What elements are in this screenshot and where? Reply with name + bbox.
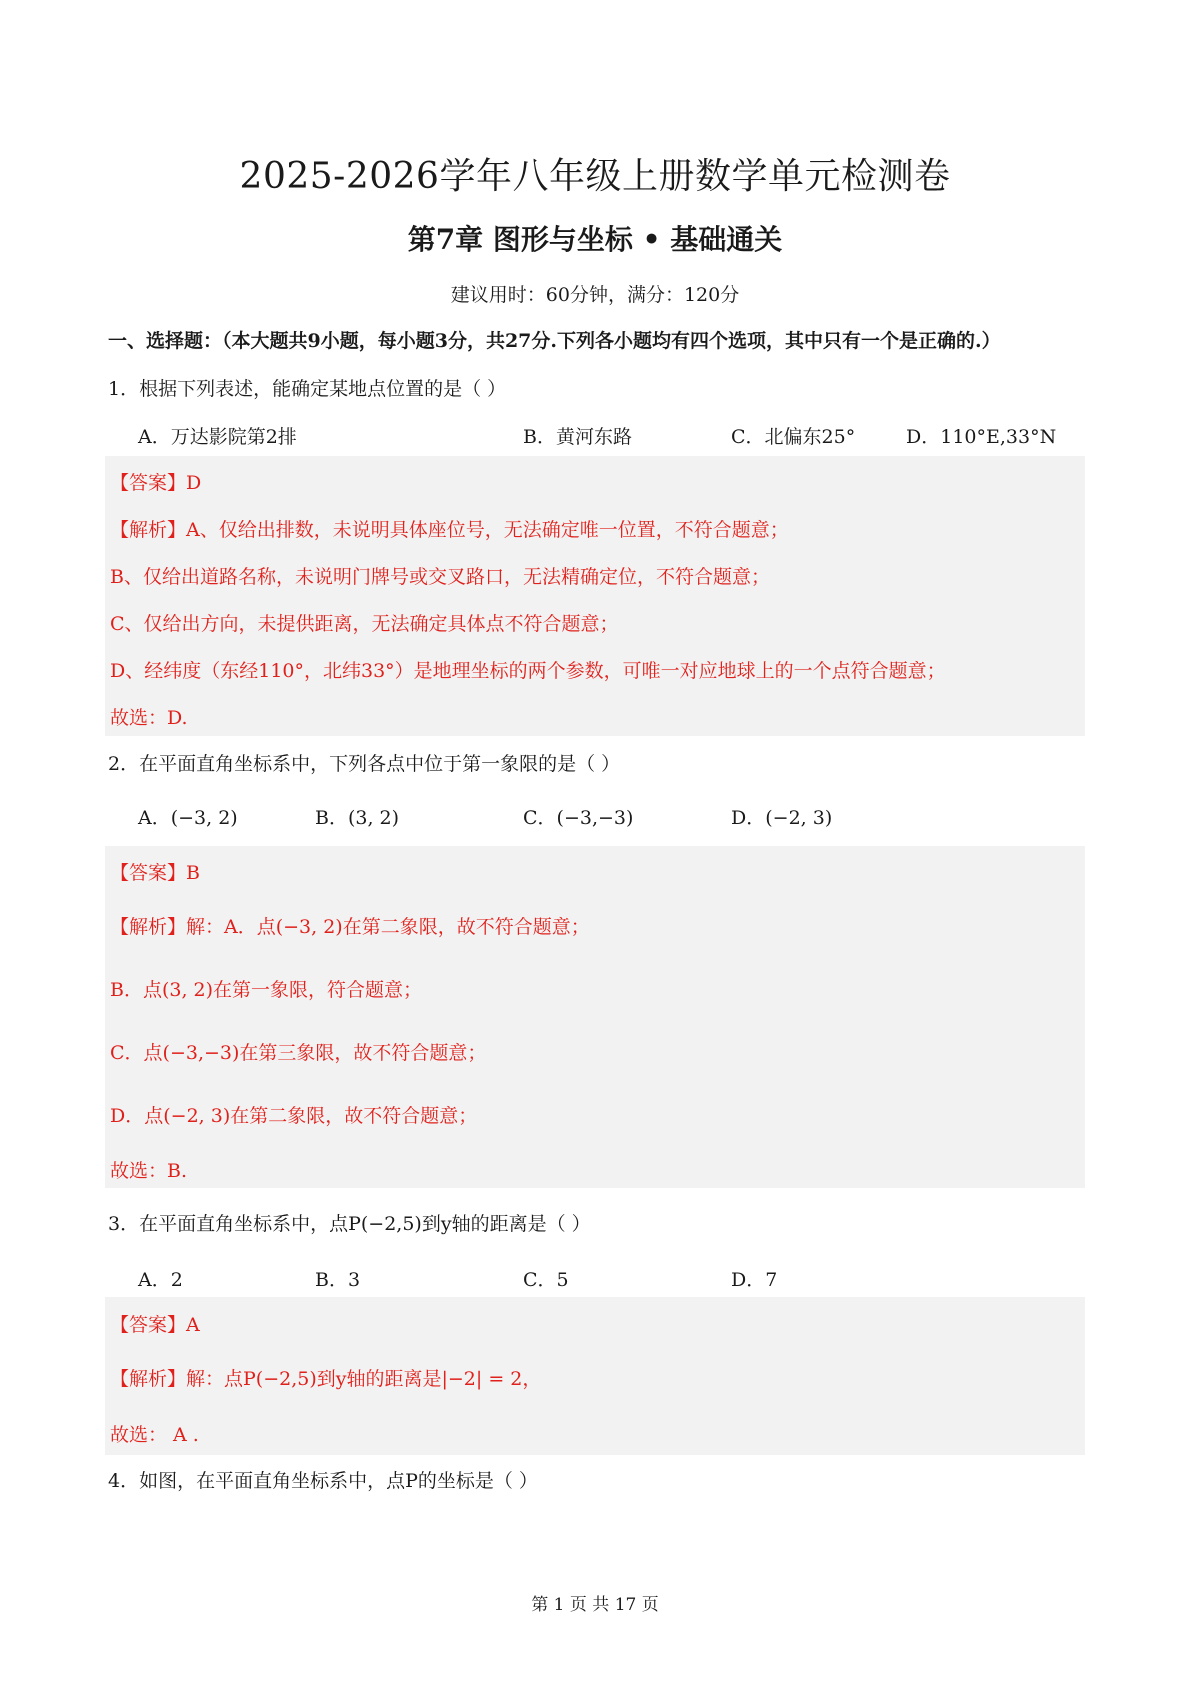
chapter-subtitle: 第7章 图形与坐标 • 基础通关	[407, 223, 783, 256]
q3-option-b: B．3	[315, 1269, 361, 1291]
q3-option-d: D．7	[731, 1269, 778, 1291]
q1-analysis-line: B、仅给出道路名称，未说明门牌号或交叉路口，无法精确定位，不符合题意；	[110, 566, 770, 588]
q1-analysis-line: C、仅给出方向，未提供距离，无法确定具体点不符合题意；	[110, 613, 619, 635]
q1-option-a: A．万达影院第2排	[138, 426, 297, 448]
q2-conclusion: 故选：B.	[110, 1160, 188, 1182]
q2-analysis-line: B．点(3, 2)在第一象限，符合题意；	[110, 979, 423, 1001]
q1-option-b: B．黄河东路	[523, 426, 632, 448]
q2-solution-box	[105, 846, 1085, 1188]
q2-answer: 【答案】B	[110, 862, 200, 884]
q2-option-c: C．(−3,−3)	[523, 807, 634, 829]
q2-analysis-line: D．点(−2, 3)在第二象限，故不符合题意；	[110, 1105, 478, 1127]
section-heading: 一、选择题：（本大题共9小题，每小题3分，共27分.下列各小题均有四个选项，其中只有一个是正确的.）	[108, 330, 1001, 352]
q3-option-c: C．5	[523, 1269, 569, 1291]
q3-analysis-line: 【解析】解：点P(−2,5)到y轴的距离是|−2| = 2，	[110, 1368, 542, 1390]
exam-meta: 建议用时：60分钟，满分：120分	[450, 284, 740, 306]
q1-option-c: C．北偏东25°	[731, 426, 856, 448]
q1-option-d: D．110°E,33°N	[906, 426, 1057, 448]
q1-analysis-line: D、经纬度（东经110°，北纬33°）是地理坐标的两个参数，可唯一对应地球上的一个点符合题意；	[110, 660, 946, 682]
page-footer: 第 1 页 共 17 页	[531, 1595, 659, 1615]
q2-analysis-line: 【解析】解：A．点(−3, 2)在第二象限，故不符合题意；	[110, 916, 590, 938]
page-title: 2025-2026学年八年级上册数学单元检测卷	[239, 156, 951, 197]
q3-option-a: A．2	[138, 1269, 183, 1291]
q1-stem: 1．根据下列表述，能确定某地点位置的是（ ）	[108, 378, 507, 400]
q2-option-d: D．(−2, 3)	[731, 807, 833, 829]
q3-answer: 【答案】A	[110, 1314, 200, 1336]
q1-conclusion: 故选：D.	[110, 707, 188, 729]
q2-stem: 2．在平面直角坐标系中，下列各点中位于第一象限的是（ ）	[108, 753, 621, 775]
q1-solution-box	[105, 456, 1085, 736]
q1-analysis-line: 【解析】A、仅给出排数，未说明具体座位号，无法确定唯一位置，不符合题意；	[110, 519, 789, 541]
q2-option-b: B．(3, 2)	[315, 807, 400, 829]
q4-stem: 4．如图，在平面直角坐标系中，点P的坐标是（ ）	[108, 1470, 538, 1492]
q1-answer: 【答案】D	[110, 472, 202, 494]
q2-analysis-line: C．点(−3,−3)在第三象限，故不符合题意；	[110, 1042, 487, 1064]
q3-stem: 3．在平面直角坐标系中，点P(−2,5)到y轴的距离是（ ）	[108, 1213, 591, 1235]
q2-option-a: A．(−3, 2)	[138, 807, 238, 829]
q3-conclusion: 故选： A .	[110, 1424, 199, 1446]
